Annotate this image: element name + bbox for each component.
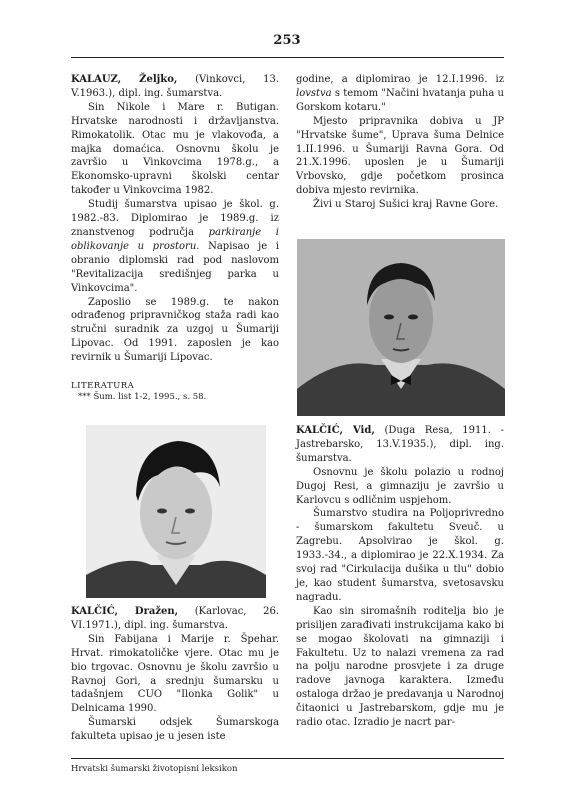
entry-paragraph: Kao sin siromašnih roditelja bio je prisiljen zarađivati instrukcijama kako bi se mogao školovati na gimnaziji i Fakultetu. Uz to nalazi vremena za rad na polju narodne prosvjete i za druge radove javnoga karaktera. Između ostaloga držao je predavanja u Narodnoj čitaonici u Jastrebarskom, gdje mu je radio otac. Izradio je nacrt par- (296, 605, 504, 729)
literature-block (71, 381, 279, 403)
entry-name: KALČIĆ, Dražen, (71, 606, 179, 617)
entry-paragraph: Sin Nikole i Mare r. Butigan. Hrvatske narodnosti i državljanstva. Rimokatolik. Otac mu je vlakovođa, a majka domaćica. Osnovnu školu je završio u Vinkovcima 1978.g., a Ekonomsko-upravni školski centar također u Vinkovcima 1982. (71, 101, 279, 197)
portrait-photo-drazen (86, 425, 266, 598)
entry-name: KALČIĆ, Vid, (296, 425, 375, 436)
italic-field: parkiranje i oblikovanje u prostoru. (71, 226, 279, 252)
literature-heading: LITERATURA (71, 381, 135, 391)
italic-field: lovstva (296, 87, 332, 99)
entry-paragraph: godine, a diplomirao je 12.I.1996. iz lovstva s temom "Načini hvatanja puha u Gorskom kotaru." (296, 74, 504, 113)
entry-kalcic-drazen (71, 605, 279, 744)
footer-rule (71, 758, 504, 759)
entry-kalauz (71, 73, 279, 365)
entry-kalcic-drazen-continued (296, 73, 504, 212)
literature-item: *** Šum. list 1-2, 1995., s. 58. (78, 392, 207, 402)
footer-title: Hrvatski šumarski životopisni leksikon (71, 764, 238, 774)
entry-paragraph: Zaposlio se 1989.g. te nakon odrađenog pripravničkog staža radi kao stručni suradnik za uzgoj u Šumariji Lipovac. Od 1991. zaposlen je kao revirnik u Šumariji Lipovac. (71, 296, 279, 364)
entry-dates: (Karlovac, 26. VI.1971.), dipl. ing. šumarstva. (71, 606, 279, 631)
entry-paragraph: Mjesto pripravnika dobiva u JP "Hrvatske šume", Uprava šuma Delnice 1.II.1996. u Šumariji Ravna Gora. Od 21.X.1996. uposlen je u Šumariji Vrbovsko, gdje početkom prosinca dobiva mjesto revirnika. (296, 115, 504, 197)
entry-dates: (Duga Resa, 1911. - Jastrebarsko, 13.V.1935.), dipl. ing. šumarstva. (296, 425, 504, 464)
entry-paragraph: Sin Fabijana i Marije r. Špehar. Hrvat. rimokatoličke vjere. Otac mu je bio trgovac. Osnovnu je školu završio u Ravnoj Gori, a srednju šumarsku u tadašnjem CUO "Ilonka Golik" u Delnicama 1990. (71, 633, 279, 715)
portrait-photo-vid (297, 239, 505, 416)
entry-paragraph: Studij šumarstva upisao je škol. g. 1982.-83. Diplomirao je 1989.g. iz znanstvenog područja parkiranje i oblikovanje u prostoru. Napisao je i obranio diplomski rad pod naslovom "Revitalizacija središnjeg parka u Vinkovcima". (71, 199, 279, 294)
entry-kalcic-vid (296, 424, 504, 730)
entry-paragraph: Osnovnu je školu polazio u rodnoj Dugoj Resi, a gimnaziju je završio u Karlovcu s odličnim uspjehom. (296, 466, 504, 506)
entry-dates: (Vinkovci, 13. V.1963.), dipl. ing. šumarstva. (71, 74, 279, 99)
entry-paragraph: Šumarski odsjek Šumarskoga fakulteta upisao je u jesen iste (71, 717, 279, 743)
entry-paragraph: Šumarstvo studira na Poljoprivredno - šumarskom fakultetu Sveuč. u Zagrebu. Apsolvirao je škol. g. 1933.-34., a diplomirao je 22.X.1934. Za svoj rad "Cirkulacija dušika u tlu" dobio je, kao student šumarstva, svetosavsku nagradu. (296, 508, 504, 603)
entry-name: KALAUZ, Željko, (71, 74, 178, 85)
page-number: 253 (273, 33, 301, 48)
header-rule (71, 57, 504, 58)
entry-paragraph: Živi u Staroj Sušici kraj Ravne Gore. (313, 199, 499, 211)
